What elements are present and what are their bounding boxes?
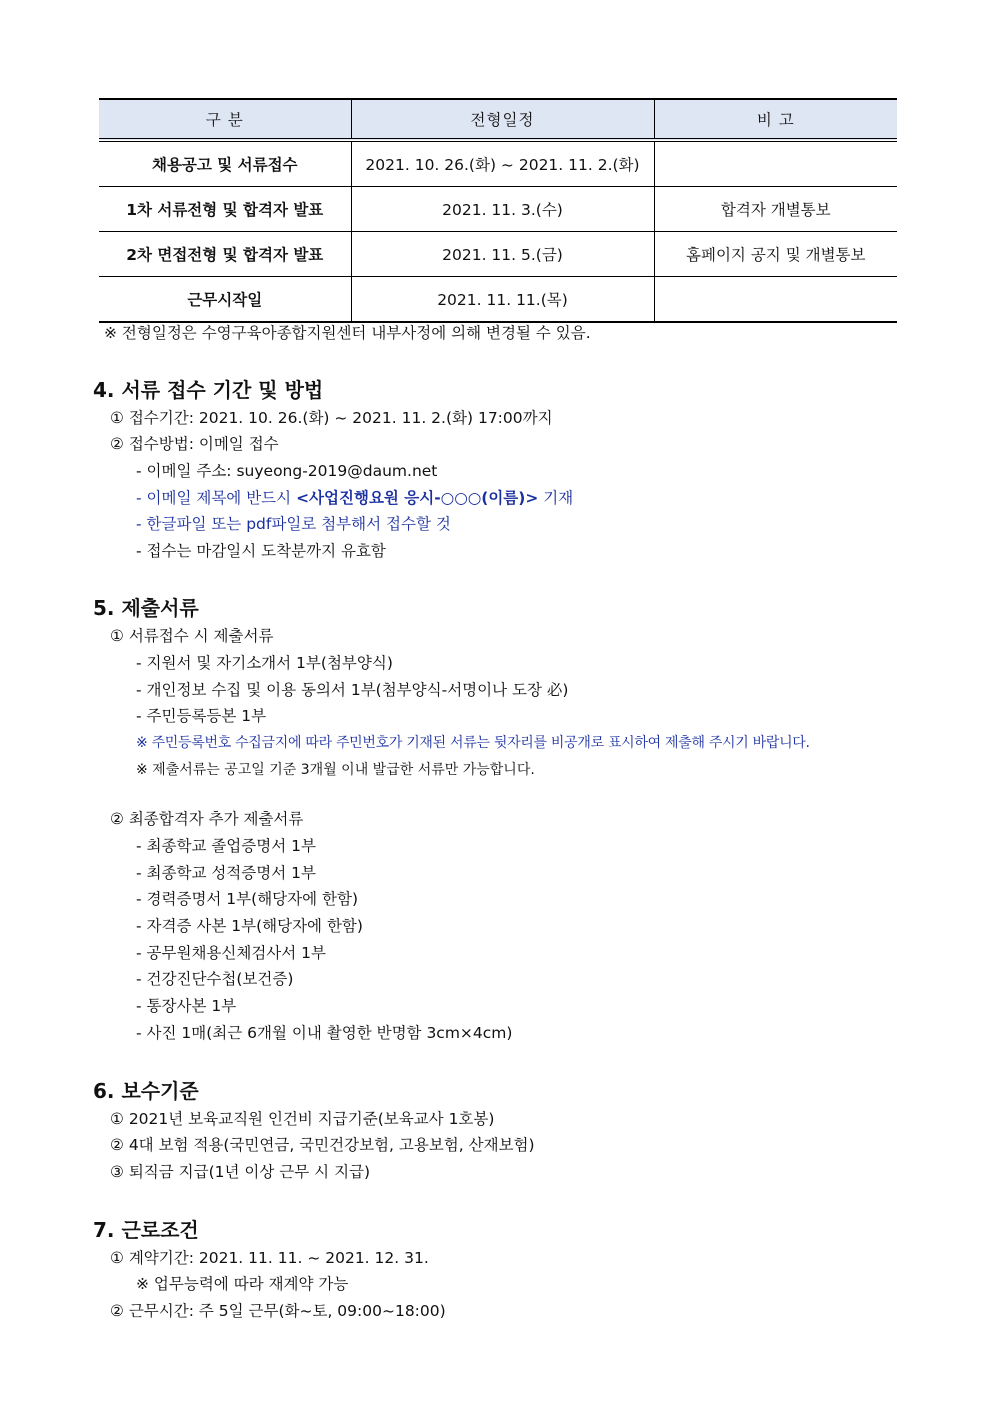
list-item: - 개인정보 수집 및 이용 동의서 1부(첨부양식-서명이나 도장 必) (136, 681, 569, 699)
table-row (99, 277, 897, 323)
working-hours: ② 근무시간: 주 5일 근무(화~토, 09:00~18:00) (110, 1302, 446, 1320)
stage-cell: 근무시작일 (99, 277, 351, 323)
validity-note: - 접수는 마감일시 도착분까지 유효함 (136, 542, 386, 560)
date-cell: 2021. 10. 26.(화) ~ 2021. 11. 2.(화) (351, 140, 654, 187)
header-schedule: 전형일정 (351, 99, 654, 140)
list-item: - 자격증 사본 1부(해당자에 한함) (136, 917, 363, 935)
list-item: - 지원서 및 자기소개서 1부(첨부양식) (136, 654, 393, 672)
receipt-method: ② 접수방법: 이메일 접수 (110, 435, 279, 453)
stage-cell: 2차 면접전형 및 합격자 발표 (99, 232, 351, 277)
schedule-footnote: ※ 전형일정은 수영구육아종합지원센터 내부사정에 의해 변경될 수 있음. (104, 324, 591, 342)
list-item: - 건강진단수첩(보건증) (136, 970, 294, 988)
subject-format: <사업진행요원 응시-○○○(이름)> (296, 489, 539, 507)
table-row (99, 232, 897, 277)
date-cell: 2021. 11. 3.(수) (351, 187, 654, 232)
table-row (99, 140, 897, 187)
contract-note: ※ 업무능력에 따라 재계약 가능 (136, 1275, 349, 1293)
issuance-note: ※ 제출서류는 공고일 기준 3개월 이내 발급한 서류만 가능합니다. (136, 762, 535, 778)
section-4-title: 4. 서류 접수 기간 및 방법 (93, 378, 324, 402)
resident-number-note: ※ 주민등록번호 수집금지에 따라 주민번호가 기재된 서류는 뒷자리를 비공개로 표시하여 제출해 주시기 바랍니다. (136, 735, 810, 751)
note-cell: 홈페이지 공지 및 개별통보 (654, 232, 897, 277)
date-cell: 2021. 11. 11.(목) (351, 277, 654, 323)
list-item: - 통장사본 1부 (136, 997, 237, 1015)
email-subject-instruction (136, 486, 573, 508)
submission-docs-title: ① 서류접수 시 제출서류 (110, 627, 274, 645)
list-item: - 공무원채용신체검사서 1부 (136, 944, 327, 962)
table-row (99, 187, 897, 232)
stage-cell: 1차 서류전형 및 합격자 발표 (99, 187, 351, 232)
list-item: - 사진 1매(최근 6개월 이내 촬영한 반명함 3cm×4cm) (136, 1024, 513, 1042)
list-item: - 주민등록등본 1부 (136, 707, 267, 725)
section-6-title: 6. 보수기준 (93, 1079, 199, 1103)
list-item: ① 2021년 보육교직원 인건비 지급기준(보육교사 1호봉) (110, 1110, 495, 1128)
subject-prefix: - 이메일 제목에 반드시 (136, 489, 297, 507)
note-cell (654, 277, 897, 323)
date-cell: 2021. 11. 5.(금) (351, 232, 654, 277)
list-item: - 경력증명서 1부(해당자에 한함) (136, 890, 359, 908)
list-item: ② 4대 보험 적용(국민연금, 국민건강보험, 고용보험, 산재보험) (110, 1136, 535, 1154)
section-5-title: 5. 제출서류 (93, 596, 199, 620)
note-cell: 합격자 개별통보 (654, 187, 897, 232)
schedule-header-row (99, 99, 897, 140)
section-7-title: 7. 근로조건 (93, 1218, 199, 1242)
header-remarks: 비 고 (654, 99, 897, 140)
email-address: - 이메일 주소: suyeong-2019@daum.net (136, 462, 438, 480)
subject-suffix: 기재 (538, 489, 574, 507)
stage-cell: 채용공고 및 서류접수 (99, 140, 351, 187)
final-docs-title: ② 최종합격자 추가 제출서류 (110, 810, 304, 828)
list-item: - 최종학교 성적증명서 1부 (136, 864, 316, 882)
receipt-period: ① 접수기간: 2021. 10. 26.(화) ~ 2021. 11. 2.(화) 17:00까지 (110, 409, 553, 427)
list-item: - 최종학교 졸업증명서 1부 (136, 837, 316, 855)
header-category: 구 분 (99, 99, 351, 140)
list-item: ③ 퇴직금 지급(1년 이상 근무 시 지급) (110, 1163, 371, 1181)
schedule-table (99, 98, 897, 323)
contract-period: ① 계약기간: 2021. 11. 11. ~ 2021. 12. 31. (110, 1249, 429, 1267)
attachment-instruction: - 한글파일 또는 pdf파일로 첨부해서 접수할 것 (136, 515, 451, 533)
note-cell (654, 140, 897, 187)
